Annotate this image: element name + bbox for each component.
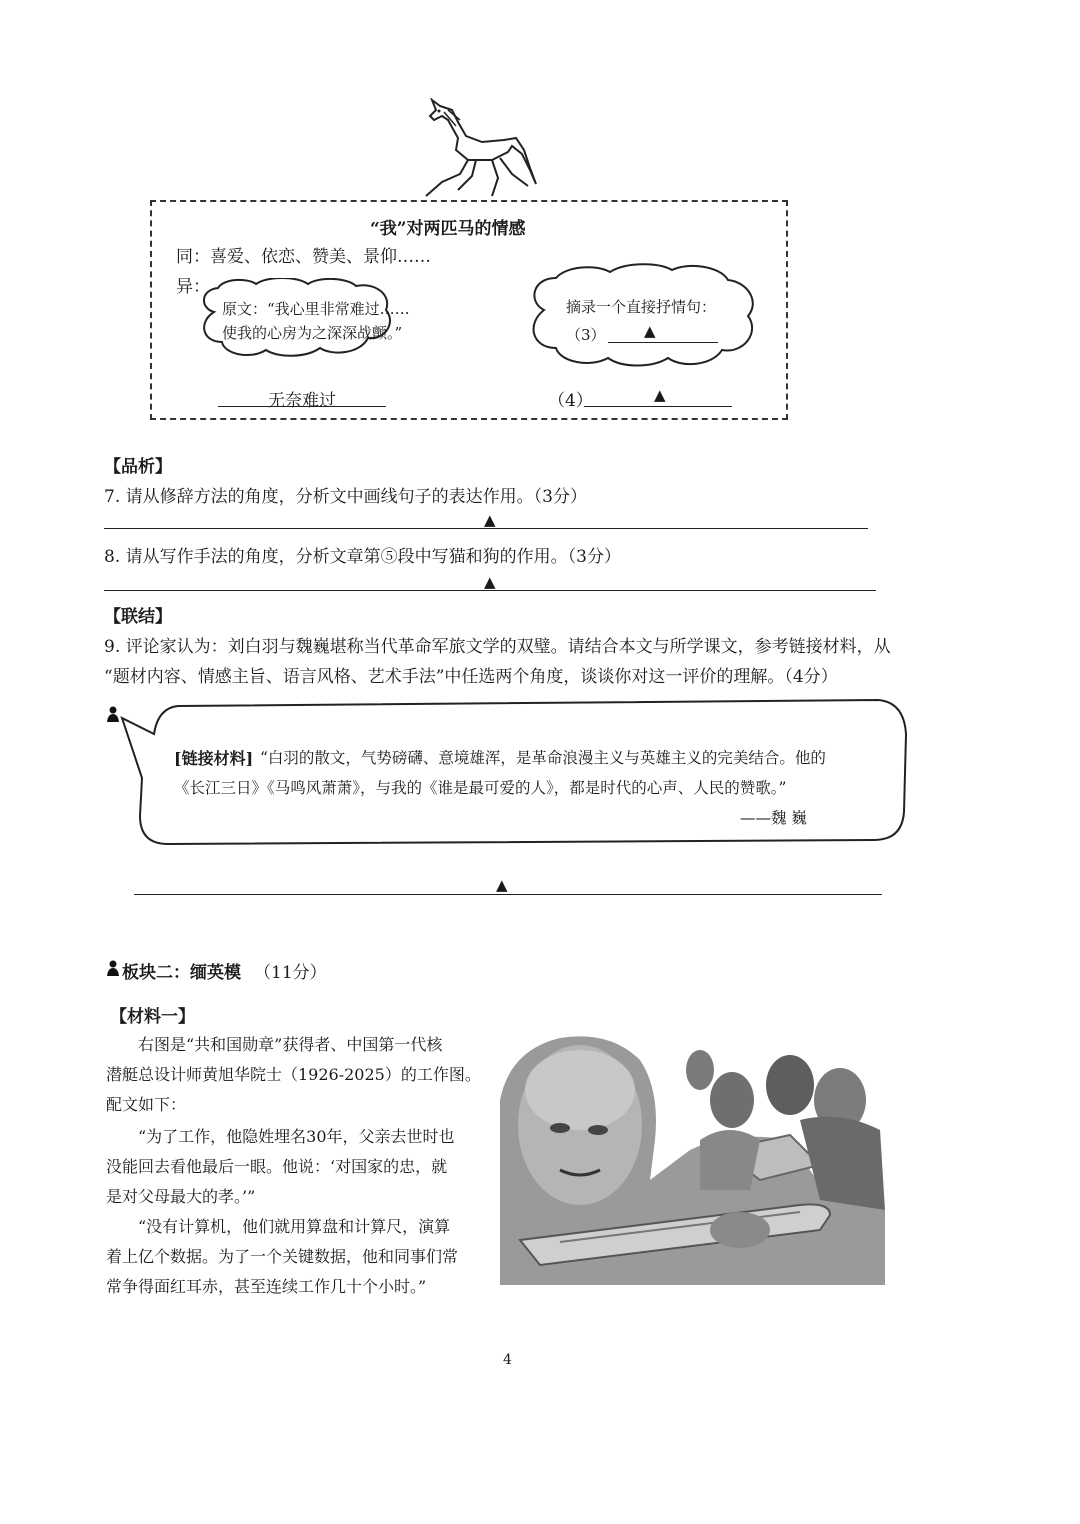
emotion-diagram-box <box>150 200 788 420</box>
bubble-author: ——魏 巍 <box>740 809 807 827</box>
material-p3-line2: 着上亿个数据。为了一个关键数据，他和同事们常 <box>106 1247 459 1266</box>
right-thought-cloud <box>522 262 762 372</box>
question-8: 8. 请从写作手法的角度，分析文章第⑤段中写猫和狗的作用。（3分） <box>104 547 621 567</box>
material-one-title: 【材料一】 <box>110 1007 195 1027</box>
question-7: 7. 请从修辞方法的角度，分析文中画线句子的表达作用。（3分） <box>104 487 587 507</box>
answer-blank-left <box>218 406 386 407</box>
page-number: 4 <box>503 1352 512 1368</box>
bubble-line1: “白羽的散文，气势磅礴、意境雄浑，是革命浪漫主义与英雄主义的完美结合。他的 <box>260 749 826 767</box>
material-p1-line3: 配文如下： <box>106 1095 187 1114</box>
answer-blank-3[interactable] <box>608 342 718 343</box>
material-p1-line1: 右图是“共和国勋章”获得者、中国第一代核 <box>138 1035 443 1054</box>
answer-triangle-icon: ▲ <box>496 876 508 894</box>
right-cloud-line1: 摘录一个直接抒情句： <box>566 298 717 316</box>
section-link-title: 【联结】 <box>104 607 172 627</box>
huang-xuhua-work-photo <box>500 1030 885 1285</box>
material-p2-line3: 是对父母最大的孝。’” <box>106 1187 256 1206</box>
answer-blank-4[interactable] <box>584 406 732 407</box>
material-p3-line1: “没有计算机，他们就用算盘和计算尺，演算 <box>138 1217 451 1236</box>
emotion-diff-label: 异： <box>176 277 210 297</box>
material-p2-line1: “为了工作，他隐姓埋名30年，父亲去世时也 <box>138 1127 455 1146</box>
answer-triangle-icon: ▲ <box>654 386 666 404</box>
material-p2-line2: 没能回去看他最后一眼。他说：‘对国家的忠，就 <box>106 1157 448 1176</box>
horse-icon <box>412 98 540 202</box>
answer-triangle-icon: ▲ <box>644 322 656 340</box>
answer-line-q9[interactable] <box>134 894 882 895</box>
bubble-line2: 《长江三日》《马鸣风萧萧》，与我的《谁是最可爱的人》，都是时代的心声、人民的赞歌。” <box>174 779 787 797</box>
right-answer-label: （4） <box>548 391 593 411</box>
section-analysis-title: 【品析】 <box>104 457 172 477</box>
left-cloud-line1: 原文：“我心里非常难过…… <box>222 300 410 318</box>
question-9-line1: 9. 评论家认为：刘白羽与魏巍堪称当代革命军旅文学的双璧。请结合本文与所学课文，参考链接材料，从 <box>104 637 891 657</box>
answer-triangle-icon: ▲ <box>484 511 496 529</box>
right-cloud-blank-label: （3） <box>566 326 606 344</box>
material-p1-line2: 潜艇总设计师黄旭华院士（1926-2025）的工作图。 <box>106 1065 481 1084</box>
left-answer-text: 无奈难过 <box>268 391 336 411</box>
bubble-label: [链接材料] <box>174 749 254 768</box>
answer-triangle-icon: ▲ <box>484 573 496 591</box>
question-9-line2: “题材内容、情感主旨、语言风格、艺术手法”中任选两个角度，谈谈你对这一评价的理解。（4分） <box>104 667 838 687</box>
emotion-box-title: “我”对两匹马的情感 <box>370 219 526 239</box>
material-p3-line3: 常争得面红耳赤，甚至连续工作几十个小时。” <box>106 1277 427 1296</box>
emotion-same-line: 同：喜爱、依恋、赞美、景仰…… <box>176 247 431 267</box>
left-thought-cloud <box>196 278 396 360</box>
section-two-title: 板块二：缅英模 <box>122 963 241 983</box>
figure-icon <box>106 706 120 722</box>
figure-icon <box>106 960 120 976</box>
section-two-score: （11分） <box>254 963 327 983</box>
left-cloud-line2: 使我的心房为之深深战颤。” <box>222 324 403 342</box>
